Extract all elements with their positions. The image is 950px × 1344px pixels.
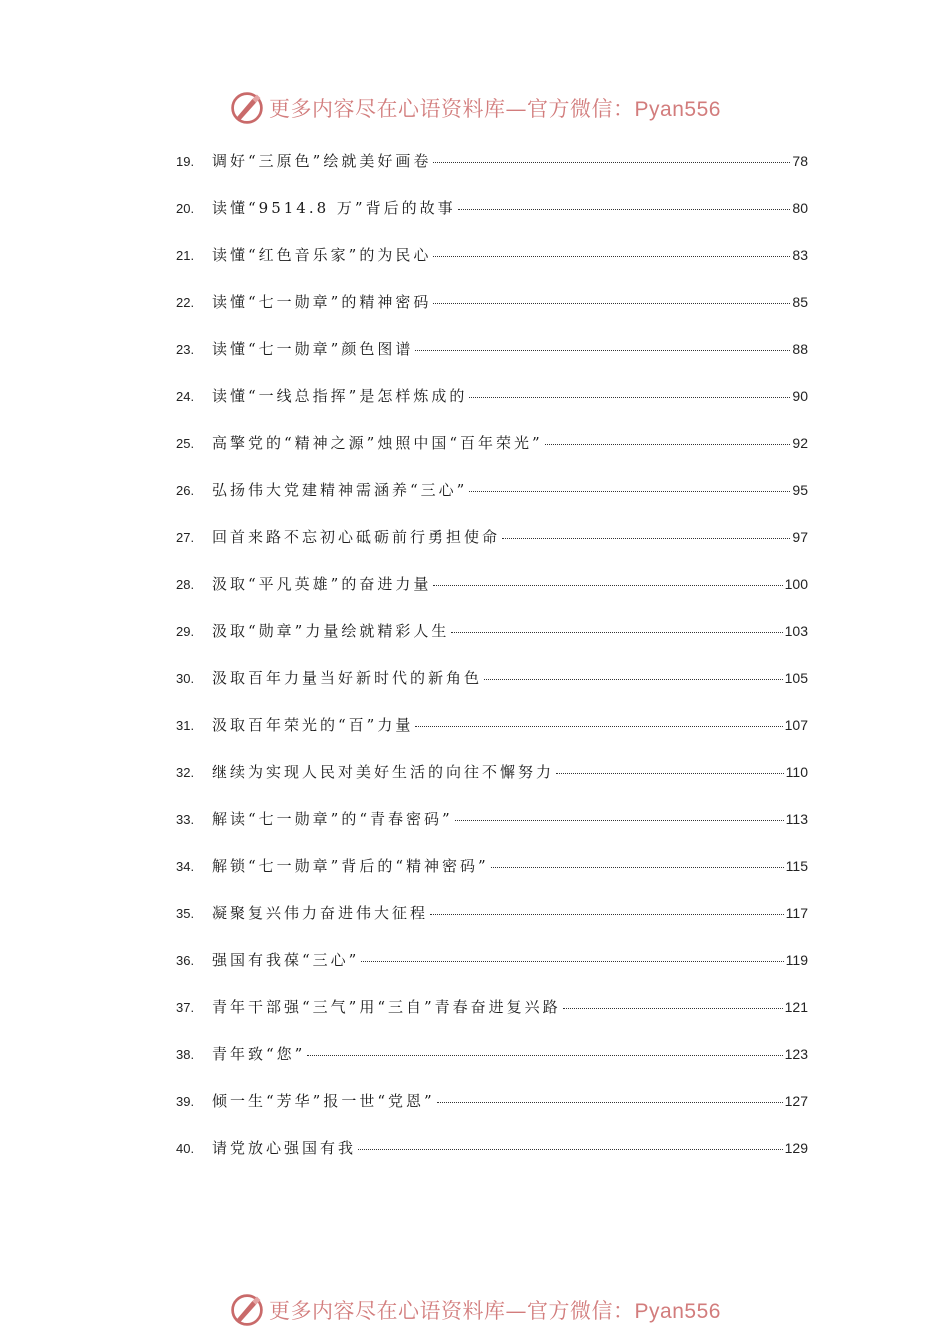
toc-entry-title: 读懂“一线总指挥”是怎样炼成的 (212, 387, 468, 405)
toc-entry[interactable] (176, 244, 808, 278)
toc-entry[interactable] (176, 620, 808, 654)
toc-entry-number: 39. (176, 1094, 195, 1109)
toc-entry[interactable] (176, 1090, 808, 1124)
toc-entry-page: 119 (785, 952, 808, 968)
toc-dot-leader (484, 679, 783, 680)
toc-entry-title: 汲取“勋章”力量绘就精彩人生 (212, 622, 450, 640)
toc-entry[interactable] (176, 996, 808, 1030)
toc-entry-number: 22. (176, 295, 195, 310)
toc-entry[interactable] (176, 526, 808, 560)
toc-entry[interactable] (176, 1137, 808, 1171)
toc-entry-title: 解读“七一勋章”的“青春密码” (212, 810, 453, 828)
toc-entry-title: 回首来路不忘初心砥砺前行勇担使命 (212, 528, 501, 546)
toc-entry-page: 80 (792, 200, 808, 216)
pen-logo-icon (229, 90, 265, 126)
toc-entry[interactable] (176, 1043, 808, 1077)
toc-dot-leader (433, 585, 782, 586)
watermark-header (0, 88, 950, 128)
toc-dot-leader (491, 867, 784, 868)
toc-entry-number: 23. (176, 342, 195, 357)
toc-entry-number: 33. (176, 812, 195, 827)
toc-dot-leader (430, 914, 784, 915)
watermark-text: 更多内容尽在心语资料库—官方微信：Pyan556 (269, 1299, 721, 1323)
toc-entry[interactable] (176, 902, 808, 936)
toc-entry-page: 100 (784, 576, 808, 592)
toc-entry[interactable] (176, 479, 808, 513)
toc-entry-number: 38. (176, 1047, 195, 1062)
toc-entry-title: 汲取“平凡英雄”的奋进力量 (212, 575, 432, 593)
toc-entry-title: 继续为实现人民对美好生活的向往不懈努力 (212, 763, 555, 781)
toc-dot-leader (437, 1102, 783, 1103)
toc-entry-title: 汲取百年力量当好新时代的新角色 (212, 669, 483, 687)
toc-entry-page: 117 (785, 905, 808, 921)
toc-dot-leader (451, 632, 782, 633)
toc-dot-leader (358, 1149, 783, 1150)
toc-entry-title: 读懂“9514.8 万”背后的故事 (212, 199, 456, 217)
toc-dot-leader (433, 303, 790, 304)
toc-dot-leader (469, 397, 790, 398)
toc-entry-title: 读懂“七一勋章”颜色图谱 (212, 340, 414, 358)
toc-entry-title: 调好“三原色”绘就美好画卷 (212, 152, 432, 170)
toc-entry-number: 28. (176, 577, 195, 592)
toc-dot-leader (415, 350, 790, 351)
toc-dot-leader (458, 209, 791, 210)
toc-entry-number: 26. (176, 483, 195, 498)
toc-entry-title: 解锁“七一勋章”背后的“精神密码” (212, 857, 489, 875)
toc-entry-number: 31. (176, 718, 195, 733)
toc-dot-leader (469, 491, 790, 492)
toc-entry-number: 24. (176, 389, 195, 404)
toc-entry-number: 20. (176, 201, 195, 216)
toc-entry-page: 113 (785, 811, 808, 827)
toc-entry-number: 36. (176, 953, 195, 968)
toc-entry-page: 85 (792, 294, 808, 310)
toc-entry[interactable] (176, 385, 808, 419)
toc-entry-page: 83 (792, 247, 808, 263)
toc-dot-leader (545, 444, 791, 445)
toc-entry-title: 请党放心强国有我 (212, 1139, 357, 1157)
toc-dot-leader (455, 820, 784, 821)
toc-entry[interactable] (176, 808, 808, 842)
toc-entry-title: 读懂“红色音乐家”的为民心 (212, 246, 432, 264)
toc-entry[interactable] (176, 714, 808, 748)
toc-entry-title: 弘扬伟大党建精神需涵养“三心” (212, 481, 468, 499)
toc-entry-title: 高擎党的“精神之源”烛照中国“百年荣光” (212, 434, 543, 452)
toc-entry-page: 95 (792, 482, 808, 498)
toc-entry[interactable] (176, 197, 808, 231)
toc-entry-number: 27. (176, 530, 195, 545)
toc-entry-title: 读懂“七一勋章”的精神密码 (212, 293, 432, 311)
toc-entry-title: 强国有我葆“三心” (212, 951, 360, 969)
toc-entry-number: 29. (176, 624, 195, 639)
toc-entry-number: 25. (176, 436, 195, 451)
toc-entry-page: 110 (785, 764, 808, 780)
toc-entry-page: 103 (784, 623, 808, 639)
toc-entry-page: 127 (784, 1093, 808, 1109)
toc-dot-leader (433, 256, 790, 257)
toc-entry-title: 青年致“您” (212, 1045, 306, 1063)
toc-dot-leader (563, 1008, 783, 1009)
toc-entry-number: 34. (176, 859, 195, 874)
toc-entry-number: 40. (176, 1141, 195, 1156)
toc-entry[interactable] (176, 949, 808, 983)
toc-entry[interactable] (176, 291, 808, 325)
toc-dot-leader (556, 773, 784, 774)
toc-entry-title: 倾一生“芳华”报一世“党恩” (212, 1092, 435, 1110)
toc-entry-title: 青年干部强“三气”用“三自”青春奋进复兴路 (212, 998, 561, 1016)
toc-entry-number: 37. (176, 1000, 195, 1015)
toc-dot-leader (307, 1055, 782, 1056)
toc-entry[interactable] (176, 855, 808, 889)
toc-dot-leader (415, 726, 782, 727)
toc-entry[interactable] (176, 338, 808, 372)
toc-entry-number: 32. (176, 765, 195, 780)
toc-entry-page: 121 (784, 999, 808, 1015)
pen-logo-icon (229, 1292, 265, 1328)
toc-entry[interactable] (176, 761, 808, 795)
toc-entry-page: 115 (785, 858, 808, 874)
watermark-footer (0, 1290, 950, 1330)
toc-entry-title: 凝聚复兴伟力奋进伟大征程 (212, 904, 429, 922)
toc-entry-page: 88 (792, 341, 808, 357)
toc-entry-page: 78 (792, 153, 808, 169)
toc-entry-page: 129 (784, 1140, 808, 1156)
toc-entry-number: 35. (176, 906, 195, 921)
toc-entry-page: 107 (784, 717, 808, 733)
toc-dot-leader (361, 961, 783, 962)
toc-entry[interactable] (176, 432, 808, 466)
toc-entry-page: 123 (784, 1046, 808, 1062)
toc-entry-title: 汲取百年荣光的“百”力量 (212, 716, 414, 734)
toc-entry-page: 92 (792, 435, 808, 451)
toc-entry-number: 30. (176, 671, 195, 686)
toc-entry[interactable] (176, 667, 808, 701)
toc-entry[interactable] (176, 573, 808, 607)
toc-entry[interactable] (176, 150, 808, 184)
toc-dot-leader (502, 538, 790, 539)
toc-entry-page: 105 (784, 670, 808, 686)
toc-entry-page: 90 (792, 388, 808, 404)
toc-entry-page: 97 (792, 529, 808, 545)
toc-dot-leader (433, 162, 790, 163)
watermark-text: 更多内容尽在心语资料库—官方微信：Pyan556 (269, 97, 721, 121)
toc-entry-number: 21. (176, 248, 195, 263)
toc-entry-number: 19. (176, 154, 195, 169)
